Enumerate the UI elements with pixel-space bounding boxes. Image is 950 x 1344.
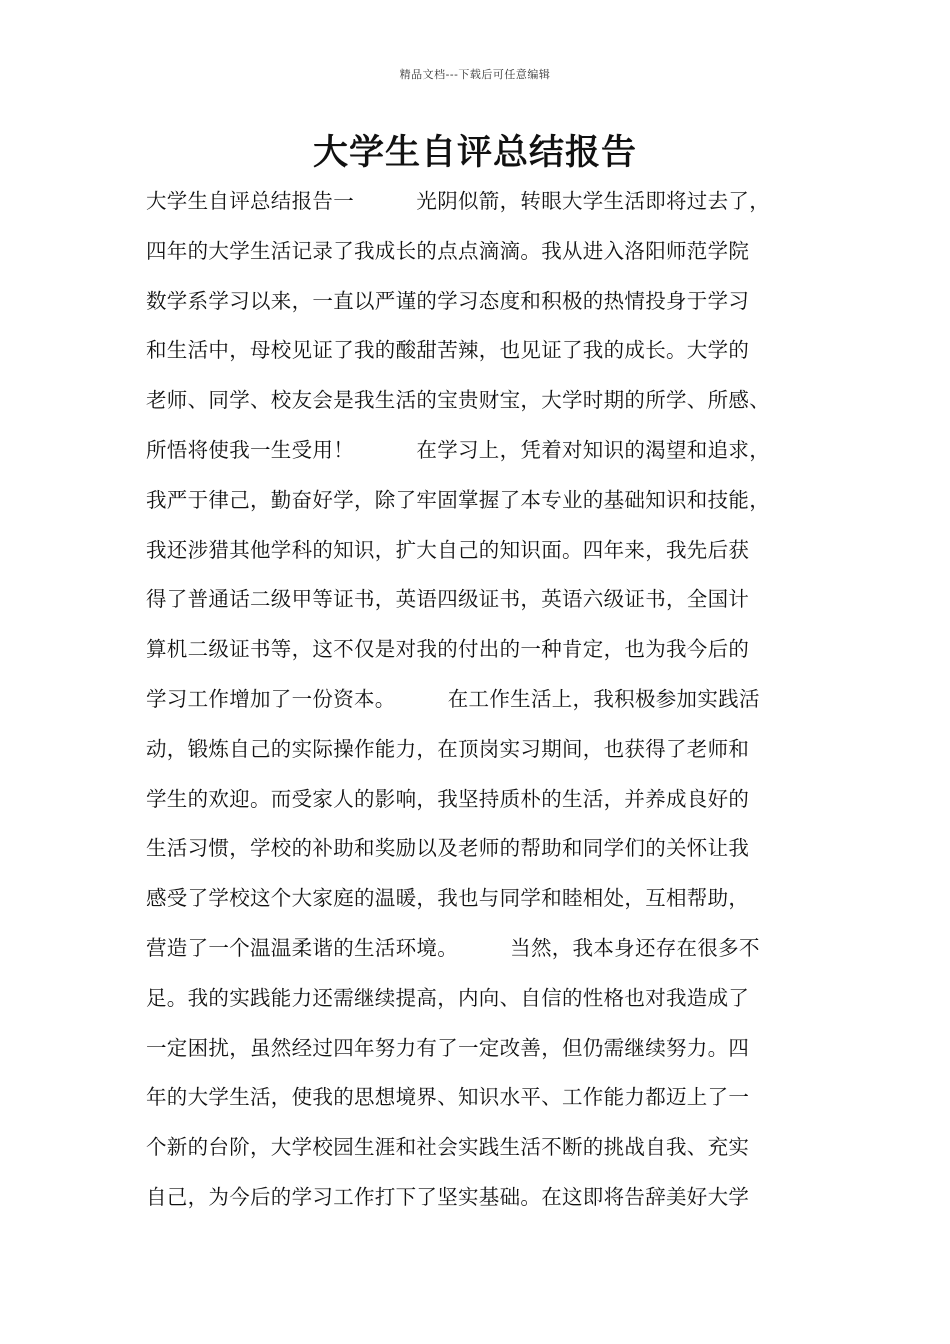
body-line: 自己，为今后的学习工作打下了坚实基础。在这即将告辞美好大学 [146,1184,750,1209]
body-line: 老师、同学、校友会是我生活的宝贵财宝，大学时期的所学、所感、 [146,388,770,413]
document-body [146,177,826,1223]
body-line: 我严于律己，勤奋好学，除了牢固掌握了本专业的基础知识和技能， [146,487,770,512]
body-line: 学生的欢迎。而受家人的影响，我坚持质朴的生活，并养成良好的 [146,786,750,811]
body-line: 数学系学习以来，一直以严谨的学习态度和积极的热情投身于学习 [146,288,750,313]
body-line: 四年的大学生活记录了我成长的点点滴滴。我从进入洛阳师范学院 [146,238,750,263]
body-line: 所悟将使我一生受用！ 在学习上，凭着对知识的渴望和追求， [146,437,770,462]
body-line: 生活习惯，学校的补助和奖励以及老师的帮助和同学们的关怀让我 [146,836,750,861]
body-line: 和生活中，母校见证了我的酸甜苦辣，也见证了我的成长。大学的 [146,338,750,363]
body-line: 感受了学校这个大家庭的温暖，我也与同学和睦相处，互相帮助， [146,886,750,911]
body-line: 算机二级证书等，这不仅是对我的付出的一种肯定，也为我今后的 [146,637,750,662]
body-line: 足。我的实践能力还需继续提高，内向、自信的性格也对我造成了 [146,985,750,1010]
body-line: 得了普通话二级甲等证书，英语四级证书，英语六级证书，全国计 [146,587,750,612]
body-line: 个新的台阶，大学校园生涯和社会实践生活不断的挑战自我、充实 [146,1135,750,1160]
body-line: 我还涉猎其他学科的知识，扩大自己的知识面。四年来，我先后获 [146,537,750,562]
body-line: 动，锻炼自己的实际操作能力，在顶岗实习期间，也获得了老师和 [146,736,750,761]
body-line: 学习工作增加了一份资本。 在工作生活上，我积极参加实践活 [146,686,760,711]
header-note: 精品文档---下载后可任意编辑 [399,68,551,81]
body-line: 一定困扰，虽然经过四年努力有了一定改善，但仍需继续努力。四 [146,1035,750,1060]
document-title: 大学生自评总结报告 [312,132,637,173]
body-line: 年的大学生活，使我的思想境界、知识水平、工作能力都迈上了一 [146,1085,750,1110]
body-line: 营造了一个温温柔谐的生活环境。 当然，我本身还存在很多不 [146,935,760,960]
body-line: 大学生自评总结报告一 光阴似箭，转眼大学生活即将过去了， [146,189,770,213]
